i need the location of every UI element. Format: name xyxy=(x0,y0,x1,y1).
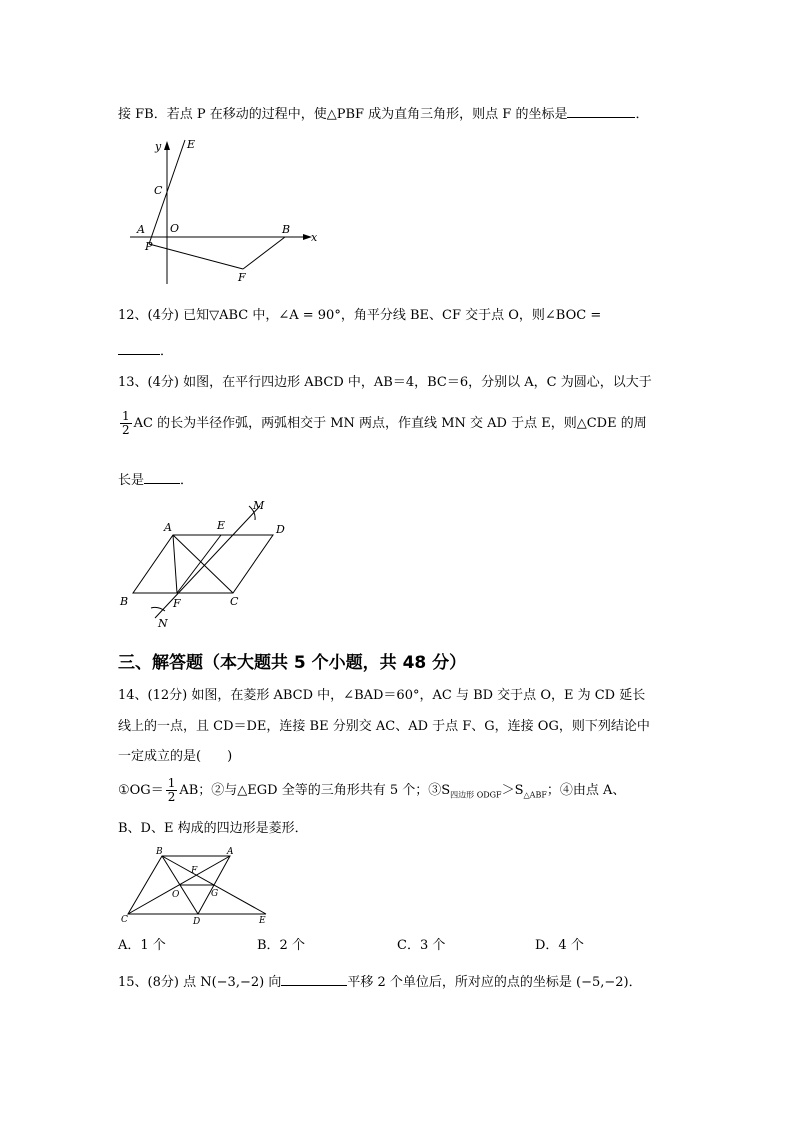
option-c[interactable]: C．3 个 xyxy=(397,938,446,953)
q14-s1d: ；④由点 A、 xyxy=(546,783,626,798)
fig3-label-C: C xyxy=(121,915,128,925)
q14-s1b: AB；②与△EGD 全等的三角形共有 5 个；③S xyxy=(179,783,451,798)
q13-line2-wrap xyxy=(118,410,647,437)
fig2-label-D: D xyxy=(276,523,285,536)
q14-sub2: △ABF xyxy=(523,790,547,800)
fraction-half xyxy=(120,410,132,437)
figure-coordinate-plane xyxy=(125,136,325,286)
figure-parallelogram xyxy=(115,496,300,634)
frac-num: 1 xyxy=(122,409,130,423)
fig1-label-E: E xyxy=(187,138,196,151)
fig3-label-E: E xyxy=(259,916,266,926)
option-b[interactable]: B．2 个 xyxy=(257,938,305,953)
q13-line3-wrap xyxy=(118,470,193,490)
frac-den-q14: 2 xyxy=(167,790,176,804)
q12-answer-blank[interactable] xyxy=(118,341,160,355)
q12-answer-line xyxy=(118,341,173,361)
fig2-label-M: M xyxy=(253,499,265,512)
fig3-label-A: A xyxy=(227,847,234,857)
q14-line1: 14、(12分) 如图，在菱形 ABCD 中，∠BAD＝60°，AC 与 BD 交于点 O，E 为 CD 延长 xyxy=(118,688,646,703)
q14-s1c: ＞S xyxy=(501,783,524,798)
option-d[interactable]: D．4 个 xyxy=(535,938,584,953)
figure-rhombus xyxy=(118,846,278,928)
q11-answer-blank[interactable] xyxy=(567,104,635,118)
fraction-half-q14 xyxy=(166,777,178,804)
fig2-label-N: N xyxy=(158,617,168,630)
q15-text xyxy=(118,972,642,992)
q12-text xyxy=(118,307,601,325)
q11-text xyxy=(118,104,648,124)
q14-s1a: ①OG＝ xyxy=(118,783,164,798)
q14-line2: 线上的一点，且 CD＝DE，连接 BE 分别交 AC、AD 于点 F、G，连接 OG，则下列结论中 xyxy=(118,719,650,734)
fig3-label-B: B xyxy=(156,847,163,857)
fig3-label-O: O xyxy=(172,890,180,900)
fig1-label-x: x xyxy=(311,231,318,244)
q11-line: 接 FB．若点 P 在移动的过程中，使△PBF 成为直角三角形，则点 F 的坐标是 xyxy=(118,107,568,122)
q11-end: ． xyxy=(635,107,649,122)
frac-num-q14: 1 xyxy=(167,776,176,790)
fig1-label-y: y xyxy=(155,140,162,153)
fig2-label-E: E xyxy=(217,519,226,532)
q14-line5: B、D、E 构成的四边形是菱形． xyxy=(118,821,308,836)
q13-end: ． xyxy=(180,473,194,488)
q14-statements xyxy=(118,777,625,805)
q14-line3: 一定成立的是( ) xyxy=(118,749,233,764)
section-heading: 三、解答题（本大题共 5 个小题，共 48 分） xyxy=(118,653,467,673)
fig3-label-F: F xyxy=(191,866,198,876)
q13-line1: 13、(4分) 如图，在平行四边形 ABCD 中，AB＝4，BC＝6，分别以 A，C 为圆心，以大于 xyxy=(118,375,652,390)
option-a[interactable]: A．1 个 xyxy=(118,938,166,953)
fig1-label-A: A xyxy=(137,223,145,236)
q13-line2: AC 的长为半径作弧，两弧相交于 MN 两点，作直线 MN 交 AD 于点 E，则△CDE 的周 xyxy=(133,416,647,431)
q14-sub1: 四边形 ODGF xyxy=(450,790,502,800)
frac-den: 2 xyxy=(122,423,130,437)
fig1-label-F: F xyxy=(238,271,246,284)
q15-part-b: 平移 2 个单位后，所对应的点的坐标是 (−5,−2)． xyxy=(347,975,642,990)
q12-end: ． xyxy=(160,344,174,359)
fig2-label-C: C xyxy=(230,595,239,608)
fig3-label-G: G xyxy=(211,889,219,899)
fig1-label-C: C xyxy=(154,184,163,197)
q13-answer-blank[interactable] xyxy=(144,470,180,484)
fig2-label-F: F xyxy=(173,597,181,610)
fig1-label-P: P xyxy=(145,240,153,253)
q15-part-a: 15、(8分) 点 N(−3,−2) 向 xyxy=(118,975,282,990)
fig2-label-B: B xyxy=(120,595,129,608)
fig1-label-O: O xyxy=(170,222,180,235)
q15-answer-blank[interactable] xyxy=(281,972,347,986)
fig3-label-D: D xyxy=(193,917,201,927)
q12-line: 12、(4分) 已知▽ABC 中，∠A = 90°，角平分线 BE、CF 交于点 O，则∠BOC = xyxy=(118,308,602,323)
q13-line3: 长是 xyxy=(118,473,145,488)
fig1-label-B: B xyxy=(282,223,291,236)
fig2-label-A: A xyxy=(164,521,172,534)
